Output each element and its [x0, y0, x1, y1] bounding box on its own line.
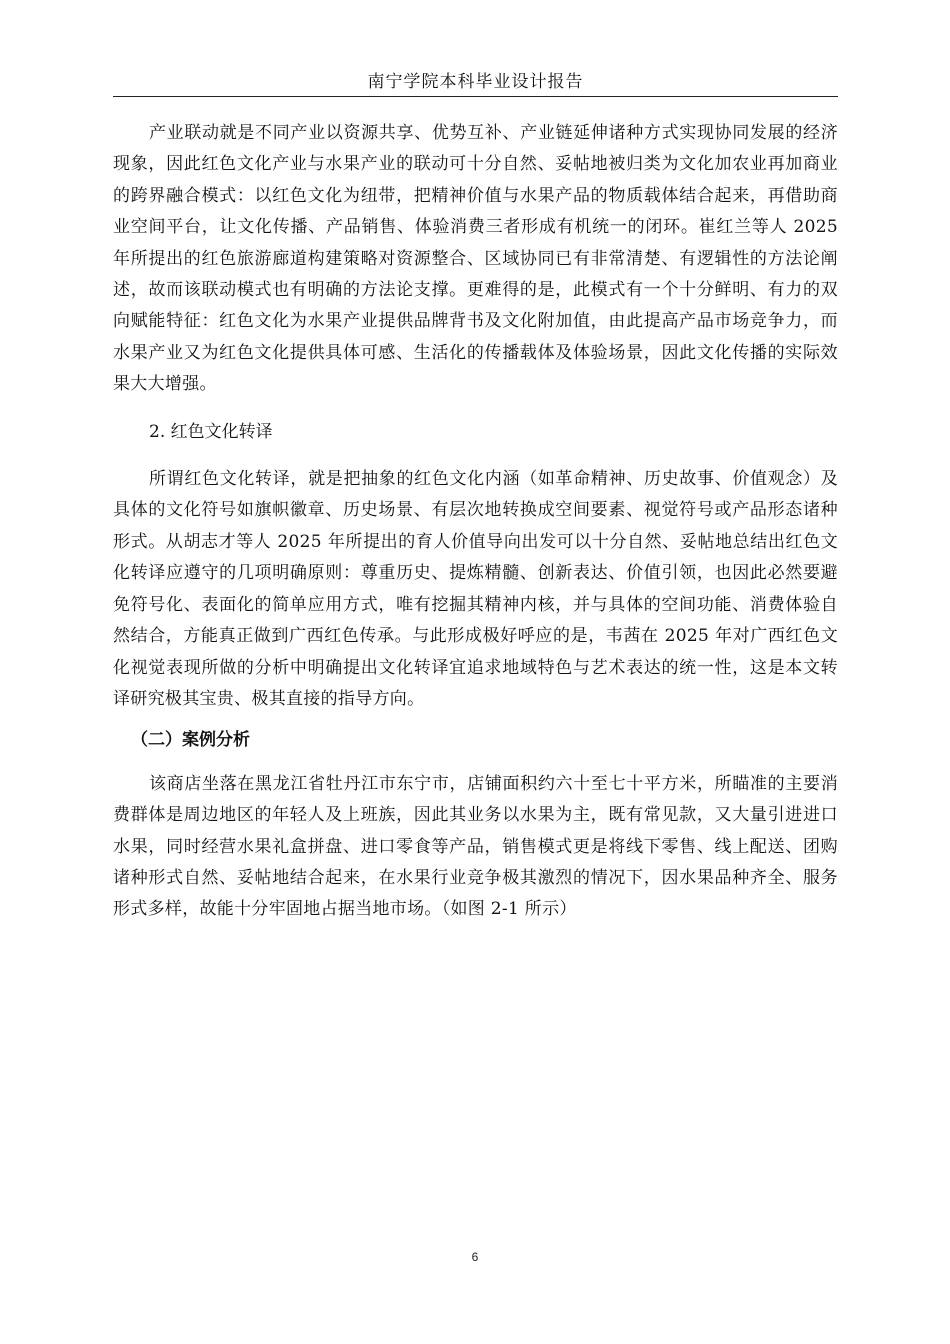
header-divider [113, 96, 838, 97]
paragraph-red-culture-translation: 所谓红色文化转译，就是把抽象的红色文化内涵（如革命精神、历史故事、价值观念）及具体的文化符号如旗帜徽章、历史场景、有层次地转换成空间要素、视觉符号或产品形态诸种形式。从胡志才等人 2025 年所提出的育人价值导向出发可以十分自然、妥帖地总结出红色文化转译应遵守的几项明确原则：尊重历史、提炼精髓、创新表达、价值引领，也因此必然要避免符号化、表面化的简单应用方式，唯有挖掘其精神内核，并与具体的空间功能、消费体验自然结合，方能真正做到广西红色传承。与此形成极好呼应的是，韦茜在 2025 年对广西红色文化视觉表现所做的分析中明确提出文化转译宜追求地域特色与艺术表达的统一性，这是本文转译研究极其宝贵、极其直接的指导方向。 [113, 469, 838, 709]
subheading-red-culture-translation: 2. 红色文化转译 [149, 421, 273, 442]
paragraph-case-analysis: 该商店坐落在黑龙江省牡丹江市东宁市，店铺面积约六十至七十平方米，所瞄准的主要消费群体是周边地区的年轻人及上班族，因此其业务以水果为主，既有常见款，又大量引进进口水果，同时经营水果礼盒拼盘、进口零食等产品，销售模式更是将线下零售、线上配送、团购诸种形式自然、妥帖地结合起来，在水果行业竞争极其激烈的情况下，因水果品种齐全、服务形式多样，故能十分牢固地占据当地市场。（如图 2-1 所示） [113, 773, 838, 920]
page-number: 6 [471, 1250, 479, 1264]
page-header: 南宁学院本科毕业设计报告 [367, 72, 584, 92]
page-body [113, 118, 838, 926]
paragraph-industry-linkage: 产业联动就是不同产业以资源共享、优势互补、产业链延伸诸种方式实现协同发展的经济现象，因此红色文化产业与水果产业的联动可十分自然、妥帖地被归类为文化加农业再加商业的跨界融合模式：以红色文化为纽带，把精神价值与水果产品的物质载体结合起来，再借助商业空间平台，让文化传播、产品销售、体验消费三者形成有机统一的闭环。崔红兰等人 2025 年所提出的红色旅游廊道构建策略对资源整合、区域协同已有非常清楚、有逻辑性的方法论阐述，故而该联动模式也有明确的方法论支撑。更难得的是，此模式有一个十分鲜明、有力的双向赋能特征：红色文化为水果产业提供品牌背书及文化附加值，由此提高产品市场竞争力，而水果产业又为红色文化提供具体可感、生活化的传播载体及体验场景，因此文化传播的实际效果大大增强。 [113, 123, 838, 395]
section-heading-case-analysis: （二）案例分析 [131, 730, 250, 751]
